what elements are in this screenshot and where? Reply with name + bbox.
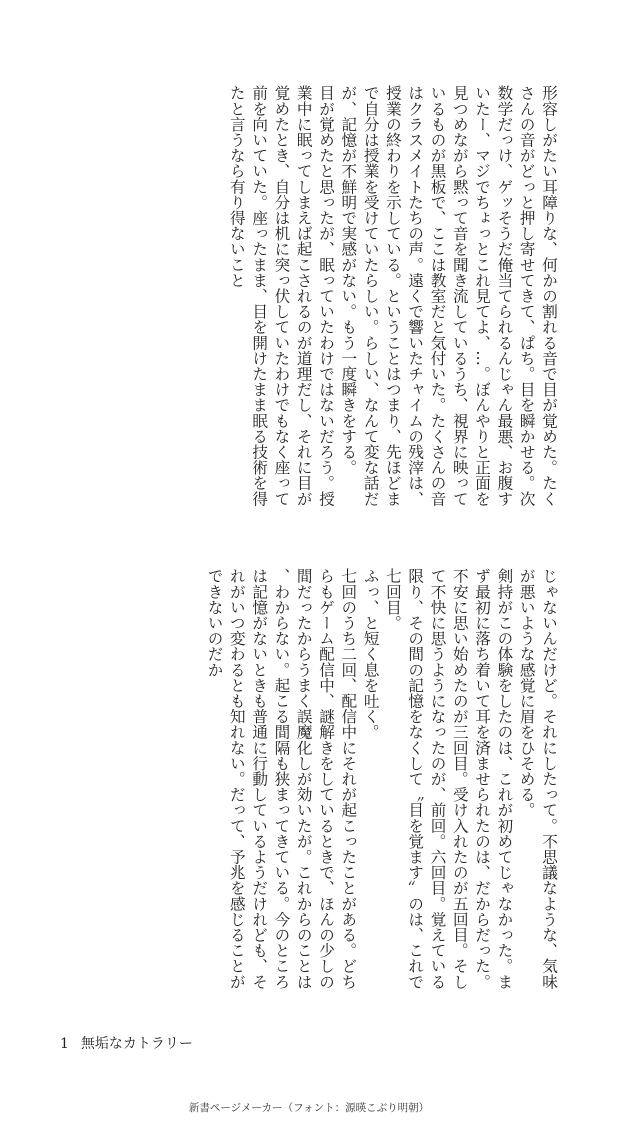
page-number: 1 <box>60 1036 69 1052</box>
paragraph: ふっ、と短く息を吐く。 <box>361 568 380 740</box>
paragraph: じゃないんだけど。それにしたって。不思議なような、気味が悪いような感覚に眉をひそめる。 <box>517 568 558 990</box>
text-block-upper <box>60 85 560 515</box>
folio <box>60 1034 193 1054</box>
paragraph: 形容しがたい耳障りな、何かの割れる音で目が覚めた。たくさんの音がどっと押し寄せてきて、ぱち。目を瞬かせる。次数学だっけ、ゲッそうだ俺当てられるんじゃん最悪、お腹すいたー、マジでちょっとこれ見てよ、…。ぼんやりと正面を見つめながら黙って音を聞き流しているうち、視界に映っているものが黒板で、ここは教室だと気付いた。たくさんの音はクラスメイトたちの声。遠くで響いたチャイムの残滓は、授業の終わりを示している。ということはつまり、先ほどまで自分は授業を受けていたらしい。らしい、なんて変な話だが、記憶が不鮮明で実感がない。もう一度瞬きをする。 <box>339 85 558 507</box>
paragraph: 七回のうち二回、配信中にそれが起こったことがある。どちらもゲーム配信中、謎解きをしているときで、ほんの少しの間だったからうまく誤魔化しが効いたが。これからのことは、わからない。起こる間隔も狭まってきている。今のところは記憶がないときも普通に行動しているようだけれども、それがいつ変わるとも知れない。だって、予兆を感じることができないのだか <box>205 568 358 990</box>
paragraph: 不安に思い始めたのが三回目。受け入れたのが五回目。そして不快に思うようになったのが、前回。六回目。覚えている限り、その間の記憶をなくして〝目を覚ます〟のは、これで七回目。 <box>383 568 469 990</box>
paragraph: 剣持がこの体験をしたのは、これが初めてじゃなかった。まず最初に落ち着いて耳を済ませられたのは、だからだった。 <box>473 568 514 990</box>
generator-credit: 新書ページメーカー（フォント：源暎こぶり明朝） <box>188 1102 430 1114</box>
text-block-lower <box>60 568 560 996</box>
book-title: 無垢なカトラリー <box>80 1036 193 1052</box>
paragraph: 目が覚めたと思ったが、眠っていたわけではないだろう。授業中に眠ってしまえば起こされるのが道理だし、それに目が覚めたとき、自分は机に突っ伏していたわけでもなく座って前を向いていた。座ったまま、目を開けたまま眠る技術を得たと言うなら有り得ないこと <box>227 85 336 507</box>
